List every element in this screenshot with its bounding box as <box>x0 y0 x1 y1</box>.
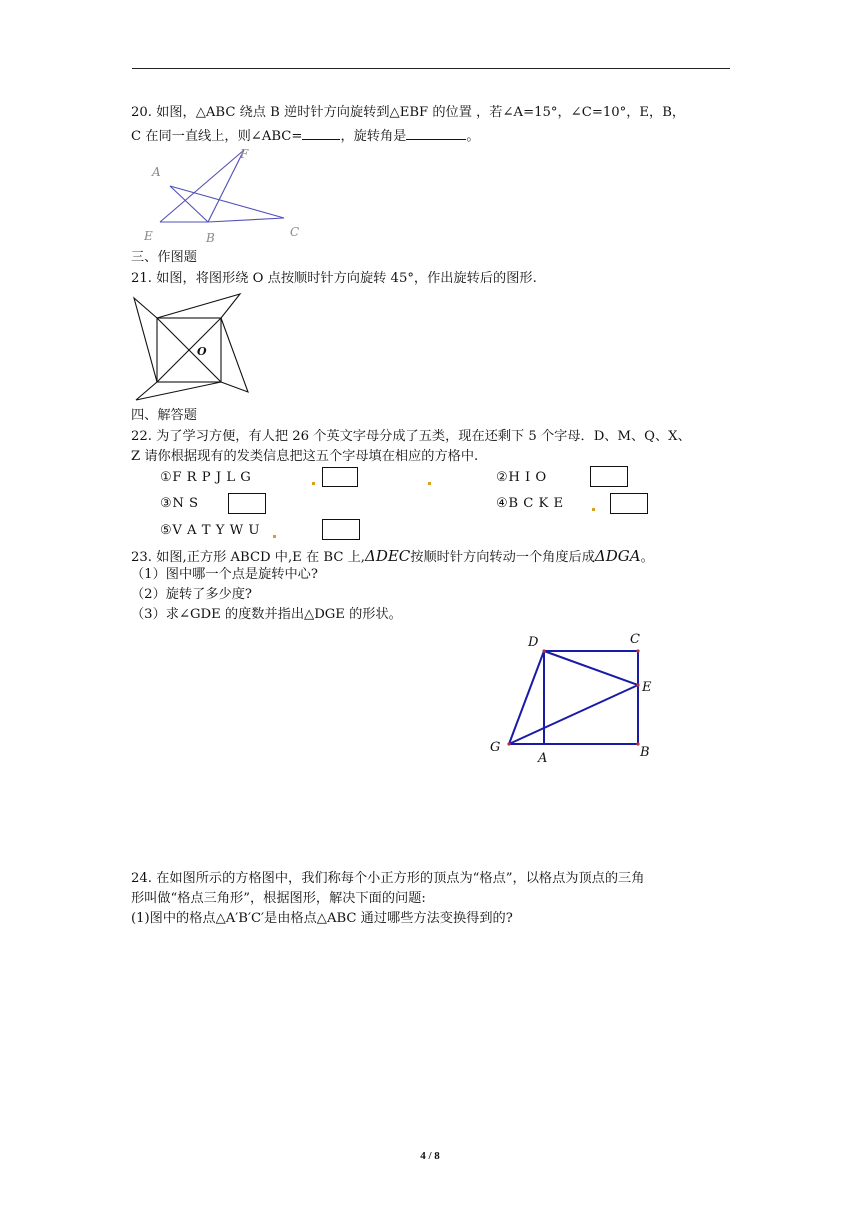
q24-line3: (1)图中的格点△A′B′C′是由格点△ABC 通过哪些方法变换得到的? <box>131 911 513 926</box>
q23-math-DEC: ΔDEC <box>364 547 411 565</box>
q20-line2-a: C 在同一直线上，则∠ABC= <box>131 129 303 144</box>
q23-label-A: A <box>538 751 548 766</box>
q22-dot <box>428 482 431 485</box>
q21-figure <box>130 290 260 410</box>
q22-group-2: ②H I O <box>496 470 547 485</box>
q23-label-B: B <box>640 745 650 760</box>
q21-label-O: O <box>197 345 207 358</box>
q24-line1: 24. 在如图所示的方格图中，我们称每个小正方形的顶点为“格点”，以格点为顶点的三角 <box>131 871 645 886</box>
q24-line2: 形叫做“格点三角形”，根据图形，解决下面的问题: <box>131 891 426 906</box>
q23-segment-DE <box>544 651 638 685</box>
q22-group-3: ③N S <box>160 496 199 511</box>
q20-blank-rotation[interactable] <box>406 126 466 140</box>
q22-answer-box-3[interactable] <box>228 493 266 514</box>
q22-group-4: ④B C K E <box>496 496 564 511</box>
q23-intro-c: 。 <box>640 550 654 565</box>
q22-line1: 22. 为了学习方便，有人把 26 个英文字母分成了五类，现在还剩下 5 个字母．D、M、Q、X、 <box>131 429 691 444</box>
q21-flap-top <box>157 294 240 318</box>
q20-segment-EF <box>160 150 244 222</box>
q21-flap-left <box>134 298 157 382</box>
q20-label-B: B <box>206 231 215 245</box>
q22-group-1: ①F R P J L G <box>160 470 252 485</box>
q20-line1: 20. 如图，△ABC 绕点 B 逆时针方向旋转到△EBF 的位置 ，若∠A=15°，∠C=10°，E，B， <box>131 105 686 120</box>
q20-label-A: A <box>152 165 161 179</box>
q23-figure <box>484 626 664 770</box>
q23-point-D <box>542 649 545 652</box>
q22-answer-box-4[interactable] <box>610 493 648 514</box>
q20-line2-b: ，旋转角是 <box>340 129 407 144</box>
q23-point-E <box>636 683 639 686</box>
q23-square-ABCD <box>544 651 638 744</box>
q23-intro-a: 23. 如图,正方形 ABCD 中,E 在 BC 上, <box>131 550 365 565</box>
q22-dot <box>273 535 276 538</box>
q22-answer-box-5[interactable] <box>322 519 360 540</box>
q23-label-D: D <box>528 635 539 650</box>
q22-group-5: ⑤V A T Y W U <box>160 523 260 538</box>
q23-intro-b: 按顺时针方向转动一个角度后成 <box>410 550 595 565</box>
q22-line2: Z 请你根据现有的发类信息把这五个字母填在相应的方格中. <box>131 449 479 464</box>
q23-sub3: （3）求∠GDE 的度数并指出△DGE 的形状。 <box>131 607 402 622</box>
q23-label-E: E <box>642 680 652 695</box>
q20-line2-c: 。 <box>466 129 480 144</box>
q20-label-C: C <box>290 225 300 239</box>
q23-sub1: （1）图中哪一个点是旋转中心? <box>131 567 318 582</box>
q22-answer-box-2[interactable] <box>590 466 628 487</box>
q23-math-DGA: ΔDGA <box>594 547 641 565</box>
q23-label-G: G <box>490 740 501 755</box>
q20-segment-FB <box>208 150 244 222</box>
q21-flap-right <box>221 318 248 392</box>
q20-label-F: F <box>240 147 249 161</box>
q23-point-C <box>636 649 639 652</box>
q21-flap-bottom <box>136 382 221 400</box>
section-3-heading: 三、作图题 <box>131 250 197 265</box>
q20-segment-BC <box>208 218 284 222</box>
header-rule <box>132 68 730 69</box>
section-4-heading: 四、解答题 <box>131 408 197 423</box>
q20-blank-angle[interactable] <box>302 126 340 140</box>
q21-text: 21. 如图，将图形绕 O 点按顺时针方向旋转 45°，作出旋转后的图形. <box>131 271 537 286</box>
q22-dot <box>312 482 315 485</box>
q23-point-G <box>507 742 510 745</box>
q23-label-C: C <box>630 632 640 647</box>
q22-dot <box>592 508 595 511</box>
q20-figure <box>140 142 310 250</box>
q22-answer-box-1[interactable] <box>322 467 358 487</box>
page-number: 4 / 8 <box>420 1150 440 1162</box>
q23-sub2: （2）旋转了多少度? <box>131 587 252 602</box>
q20-label-E: E <box>144 229 153 243</box>
q23-intro <box>131 547 654 567</box>
